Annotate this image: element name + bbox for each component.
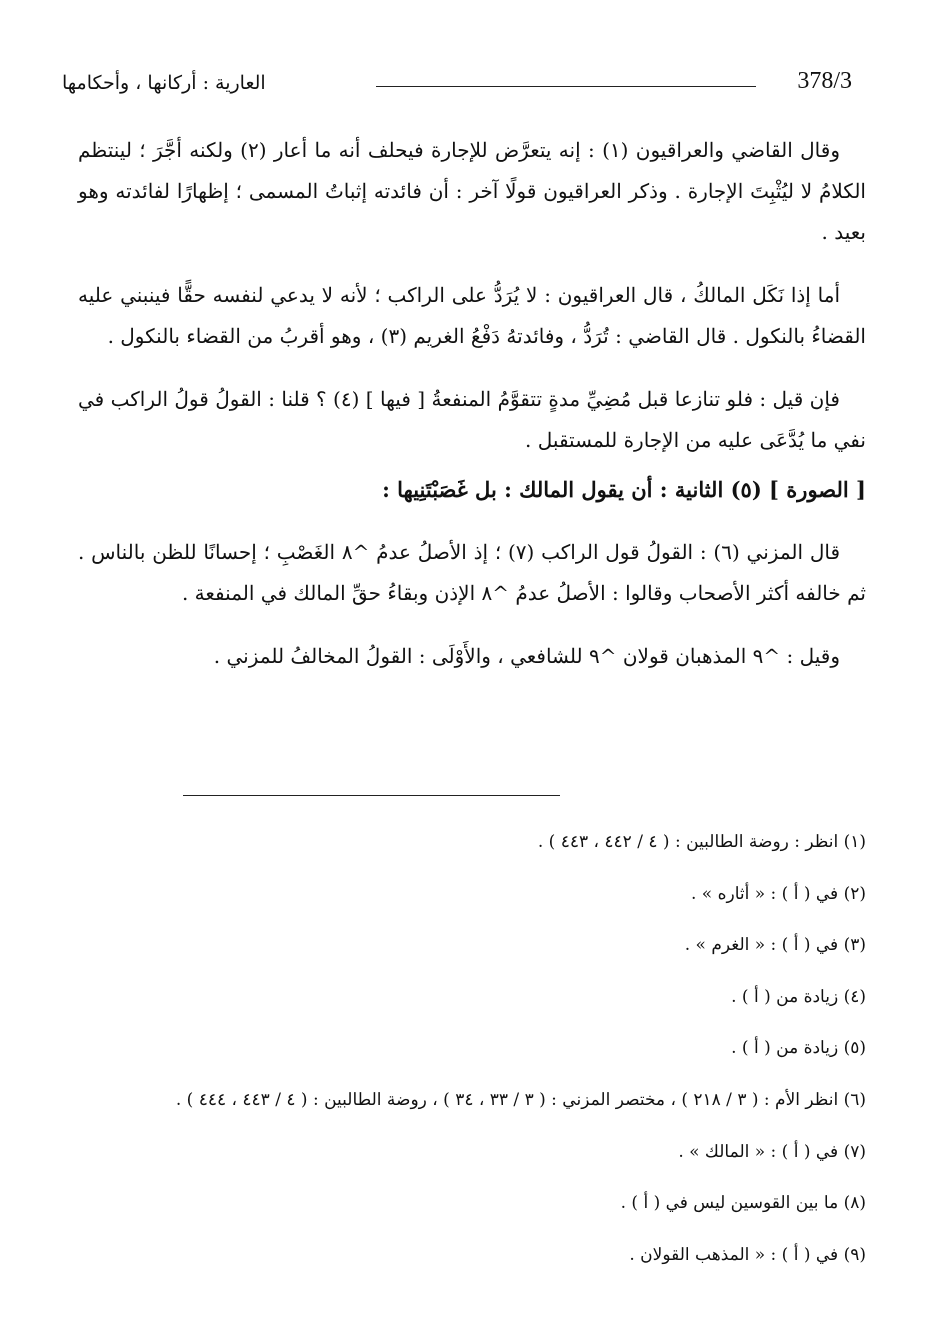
page-number: 378/3 <box>797 68 852 94</box>
footnote-divider <box>183 795 560 796</box>
paragraph-2: أما إذا نَكَل المالكُ ، قال العراقيون : لا يُرَدُّ على الراكب ؛ لأنه لا يدعي لنفسه حقًّا فينبني عليه القضاءُ بالنكول . قال القاضي : تُرَدُّ ، وفائدتهُ دَفْعُ الغريم (٣) ، وهو أقربُ من القضاء بالنكول . <box>78 283 866 348</box>
footnote-1: (١) انظر : روضة الطالبين : ( ٤ / ٤٤٢ ، ٤٤٣ ) . <box>537 832 866 852</box>
footnote-5: (٥) زيادة من ( أ ) . <box>731 1038 866 1059</box>
footnote-4: (٤) زيادة من ( أ ) . <box>731 986 866 1007</box>
paragraph-4: قال المزني (٦) : القولُ قول الراكب (٧) ؛ إذ الأصلُ عدمُ ^٨ الغَصْبِ ؛ إحسانًا للظن بالناس . ثم خالفه أكثر الأصحاب وقالوا : الأصلُ عدمُ ^٨ الإذن وبقاءُ حقِّ المالك في المنفعة . <box>78 540 866 605</box>
main-text <box>78 130 866 699</box>
footnote-9: (٩) في ( أ ) : « المذهب القولان . <box>629 1244 866 1265</box>
running-header <box>62 68 852 108</box>
footnote-8: (٨) ما بين القوسين ليس في ( أ ) . <box>620 1193 866 1214</box>
paragraph-5: وقيل : ^٩ المذهبان قولان ^٩ للشافعي ، والأَوْلَى : القولُ المخالفُ للمزني . <box>213 644 840 668</box>
paragraph-1: وقال القاضي والعراقيون (١) : إنه يتعرَّض للإجارة فيحلف أنه ما أعار (٢) ولكنه أجَّرَ ؛ لينتظم الكلامُ لا ليُثْبِتَ الإجارة . وذكر العراقيون قولًا آخر : أن فائدته إثباتُ المسمى ؛ إظهارًا لفائدته وهو بعيد . <box>78 138 866 244</box>
footnote-6: (٦) انظر الأم : ( ٣ / ٢١٨ ) ، مختصر المزني : ( ٣ / ٣٣ ، ٣٤ ) ، روضة الطالبين : ( ٤ / ٤٤٣ ، ٤٤٤ ) . <box>175 1089 866 1110</box>
section-heading: [ الصورة ] (٥) الثانية : أن يقول المالك : بل غَصَبْتَنِيها : <box>382 477 866 502</box>
paragraph-3: فإن قيل : فلو تنازعا قبل مُضِيِّ مدةٍ تتقوَّمُ المنفعةُ [ فيها ] (٤) ؟ قلنا : القولُ قولُ الراكب في نفي ما يُدَّعَى عليه من الإجارة للمستقبل . <box>78 387 866 452</box>
footnote-2: (٢) في ( أ ) : « أثاره » . <box>690 883 866 904</box>
header-rule <box>376 86 756 87</box>
running-title: العارية : أركانها ، وأحكامها <box>62 72 266 94</box>
footnote-7: (٧) في ( أ ) : « المالك » . <box>678 1141 866 1162</box>
footnotes <box>100 822 866 1286</box>
footnote-3: (٣) في ( أ ) : « الغرم » . <box>684 935 866 956</box>
